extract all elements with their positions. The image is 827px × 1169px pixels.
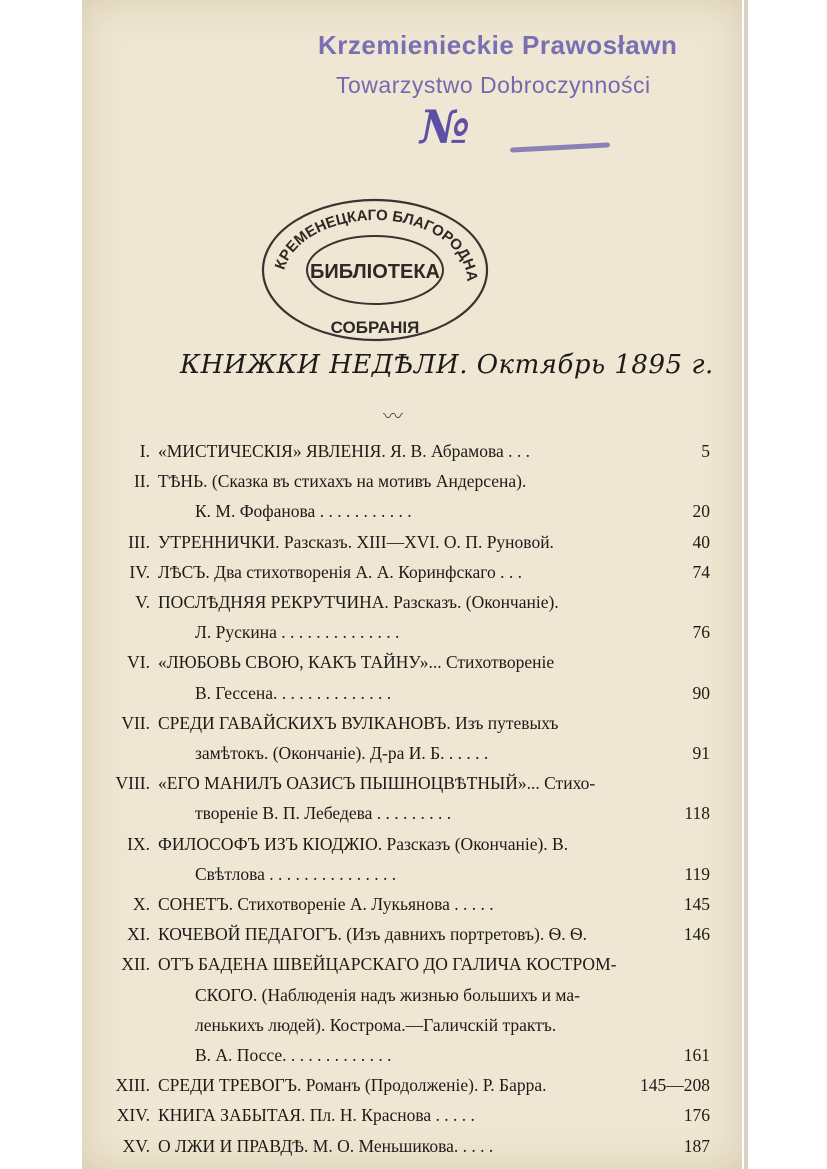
toc-line bbox=[0, 919, 827, 949]
toc-line bbox=[0, 436, 827, 466]
number-mark: № bbox=[420, 100, 470, 154]
ownership-stamp-line2: Towarzystwo Dobroczynności bbox=[336, 72, 651, 98]
toc-line bbox=[0, 889, 827, 919]
entry-text: твореніе В. П. Лебедева . . . . . . . . . bbox=[195, 803, 452, 824]
toc-line bbox=[0, 527, 827, 557]
ownership-stamp-line1: Krzemienieckie Prawosławn bbox=[318, 30, 678, 60]
entry-text: ФИЛОСОФЪ ИЗЪ КІОДЖІО. Разсказъ (Окончаніе). В. bbox=[158, 833, 569, 854]
entry-text: СОНЕТЪ. Стихотвореніе А. Лукьянова . . . . . bbox=[158, 894, 494, 914]
entry-number: XIV. bbox=[116, 1105, 150, 1126]
toc-line bbox=[0, 1040, 827, 1070]
entry-number: VIII. bbox=[115, 773, 150, 794]
entry-text: Л. Рускина . . . . . . . . . . . . . . bbox=[195, 622, 400, 643]
entry-page-number: 146 bbox=[683, 924, 710, 945]
entry-text: Свѣтлова . . . . . . . . . . . . . . . bbox=[195, 863, 397, 884]
entry-number: X. bbox=[132, 894, 150, 914]
entry-page-number: 74 bbox=[692, 561, 710, 582]
entry-text: К. М. Фофанова . . . . . . . . . . . bbox=[195, 501, 412, 522]
seal-top-text: КРЕМЕНЕЦКАГО БЛАГОРОДНА bbox=[271, 206, 481, 283]
entry-page-number: 5 bbox=[701, 441, 710, 461]
entry-text: В. А. Поссе. . . . . . . . . . . . . bbox=[195, 1045, 392, 1065]
toc-line bbox=[0, 678, 827, 708]
entry-text: «ЛЮБОВЬ СВОЮ, КАКЪ ТАЙНУ»... Стихотвореніе bbox=[158, 652, 555, 673]
entry-text: ТѢНЬ. (Сказка въ стихахъ на мотивъ Андерсена). bbox=[158, 471, 527, 492]
toc-line bbox=[0, 768, 827, 798]
entry-text: ленькихъ людей). Кострома.—Галичскій трактъ. bbox=[195, 1014, 557, 1035]
entry-page-number: 90 bbox=[692, 682, 710, 703]
entry-number: XIII. bbox=[115, 1075, 150, 1096]
entry-page-number: 161 bbox=[683, 1045, 710, 1065]
entry-text: КОЧЕВОЙ ПЕДАГОГЪ. (Изъ давнихъ портретовъ). Ѳ. Ѳ. bbox=[158, 924, 587, 945]
toc-line bbox=[0, 708, 827, 738]
entry-text: ПОСЛѢДНЯЯ РЕКРУТЧИНА. Разсказъ. (Окончаніе). bbox=[158, 592, 559, 612]
entry-text: СРЕДИ ТРЕВОГЪ. Романъ (Продолженіе). Р. Барра. bbox=[158, 1075, 547, 1096]
entry-text: замѣтокъ. (Окончаніе). Д-ра И. Б. . . . . . bbox=[195, 743, 489, 763]
entry-number: IX. bbox=[127, 833, 150, 854]
toc-line bbox=[0, 466, 827, 496]
entry-page-number: 91 bbox=[692, 743, 710, 763]
entry-number: II. bbox=[133, 471, 150, 492]
toc-line bbox=[0, 829, 827, 859]
toc-line bbox=[0, 557, 827, 587]
toc-line bbox=[0, 496, 827, 526]
entry-number: VI. bbox=[127, 652, 150, 673]
entry-number: VII. bbox=[121, 712, 150, 733]
entry-number: IV. bbox=[129, 561, 150, 582]
entry-page-number: 145 bbox=[683, 894, 710, 914]
entry-page-number: 119 bbox=[684, 863, 710, 884]
entry-number: V. bbox=[135, 592, 150, 612]
entry-number: III. bbox=[128, 531, 150, 552]
entry-page-number: 40 bbox=[692, 531, 710, 552]
entry-page-number: 118 bbox=[684, 803, 710, 824]
entry-text: ЛѢСЪ. Два стихотворенія А. А. Коринфскаго . . . bbox=[158, 561, 523, 582]
entry-text: О ЛЖИ И ПРАВДѢ. М. О. Меньшикова. . . . . bbox=[158, 1135, 494, 1156]
toc-line bbox=[0, 949, 827, 979]
entry-text: УТРЕННИЧКИ. Разсказъ. XIII—XVI. О. П. Руновой. bbox=[158, 531, 554, 552]
entry-text: ОТЪ БАДЕНА ШВЕЙЦАРСКАГО ДО ГАЛИЧА КОСТРОМ- bbox=[158, 954, 617, 975]
entry-page-number: 187 bbox=[683, 1135, 710, 1156]
entry-text: КНИГА ЗАБЫТАЯ. Пл. Н. Краснова . . . . . bbox=[158, 1105, 475, 1126]
entry-number: XI. bbox=[127, 924, 150, 945]
entry-number: XII. bbox=[121, 954, 150, 975]
toc-line bbox=[0, 587, 827, 617]
ornament: 〰 bbox=[383, 404, 403, 428]
toc-line bbox=[0, 1131, 827, 1161]
entry-page-number: 20 bbox=[692, 501, 710, 522]
entry-text: «ЕГО МАНИЛЪ ОАЗИСЪ ПЫШНОЦВѢТНЫЙ»... Стихо- bbox=[158, 773, 596, 794]
entry-text: СКОГО. (Наблюденія надъ жизнью большихъ и ма- bbox=[195, 984, 580, 1005]
toc-line bbox=[0, 738, 827, 768]
toc-line bbox=[0, 647, 827, 677]
entry-number: XV. bbox=[122, 1135, 150, 1156]
entry-number: I. bbox=[139, 441, 150, 461]
seal-bottom-text: СОБРАНІЯ bbox=[330, 318, 420, 337]
library-seal bbox=[255, 190, 495, 354]
entry-page-number: 76 bbox=[692, 622, 710, 643]
page-title: КНИЖКИ НЕДѢЛИ. Октябрь 1895 г. bbox=[180, 350, 714, 380]
entry-page-number: 145—208 bbox=[640, 1075, 710, 1096]
entry-page-number: 176 bbox=[683, 1105, 710, 1126]
toc-line bbox=[0, 859, 827, 889]
toc-line bbox=[0, 1070, 827, 1100]
toc-line bbox=[0, 617, 827, 647]
toc-line bbox=[0, 980, 827, 1010]
toc-line bbox=[0, 1100, 827, 1130]
entry-text: В. Гессена. . . . . . . . . . . . . . bbox=[195, 682, 392, 703]
seal-center-text: БИБЛІОТЕКА bbox=[310, 261, 440, 283]
entry-text: СРЕДИ ГАВАЙСКИХЪ ВУЛКАНОВЪ. Изъ путевыхъ bbox=[158, 712, 559, 733]
toc-line bbox=[0, 798, 827, 828]
toc-line bbox=[0, 1010, 827, 1040]
entry-text: «МИСТИЧЕСКІЯ» ЯВЛЕНІЯ. Я. В. Абрамова . . . bbox=[158, 441, 530, 461]
